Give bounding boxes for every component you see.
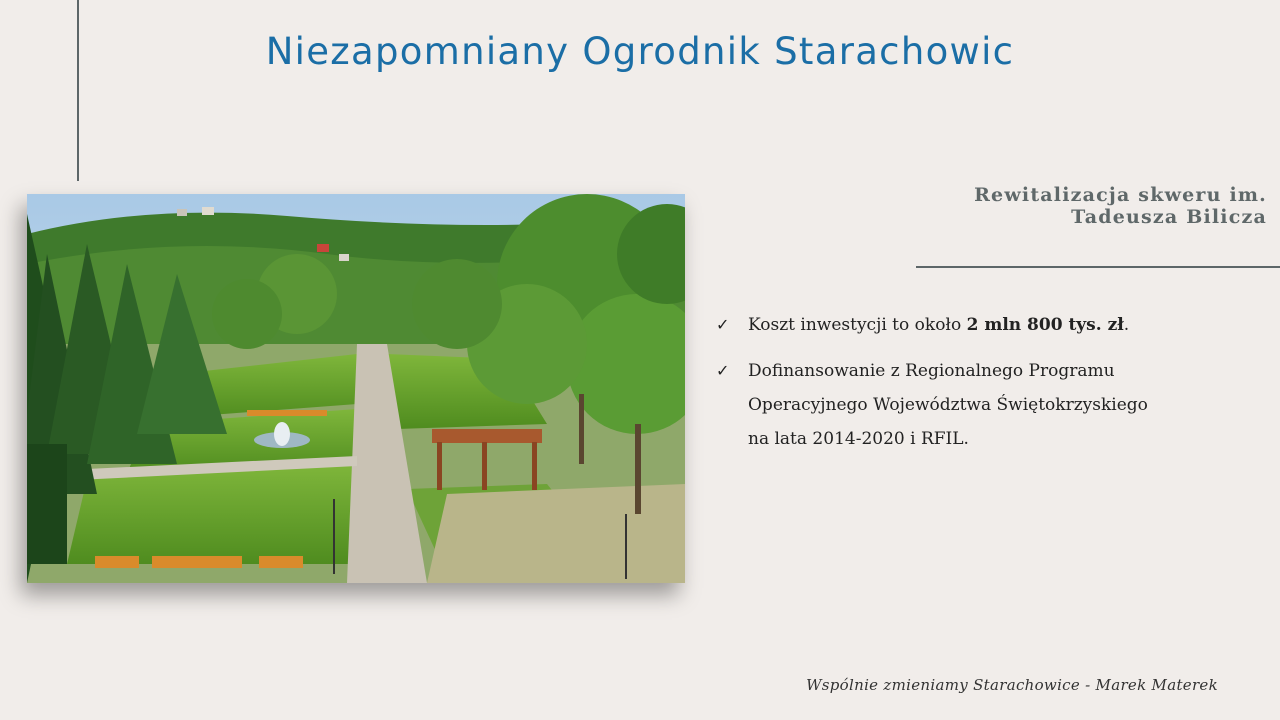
list-item — [716, 308, 1236, 342]
bullet-text-end: . — [1123, 315, 1130, 335]
subtitle-line-2: Tadeusza Bilicza — [1071, 206, 1267, 228]
park-photo — [27, 194, 685, 583]
footer-signature: Wspólnie zmieniamy Starachowice - Marek Materek — [806, 676, 1218, 694]
check-icon: ✓ — [716, 361, 730, 380]
bullet-list — [716, 308, 1236, 468]
bullet-text: Koszt inwestycji to około — [748, 315, 967, 335]
bullet-line-1: Dofinansowanie z Regionalnego Programu — [748, 361, 1115, 381]
bullet-line-2: Operacyjnego Województwa Świętokrzyskiego — [748, 395, 1148, 415]
slide-subtitle — [887, 184, 1267, 228]
subtitle-line-1: Rewitalizacja skweru im. — [974, 184, 1267, 206]
bullet-line-3: na lata 2014-2020 i RFIL. — [748, 429, 969, 449]
horizontal-rule — [916, 266, 1280, 268]
check-icon: ✓ — [716, 315, 730, 334]
list-item — [716, 354, 1236, 456]
bullet-cost: 2 mln 800 tys. zł — [966, 315, 1124, 335]
vertical-rule — [77, 0, 79, 181]
slide-title: Niezapomniany Ogrodnik Starachowic — [265, 30, 1015, 73]
